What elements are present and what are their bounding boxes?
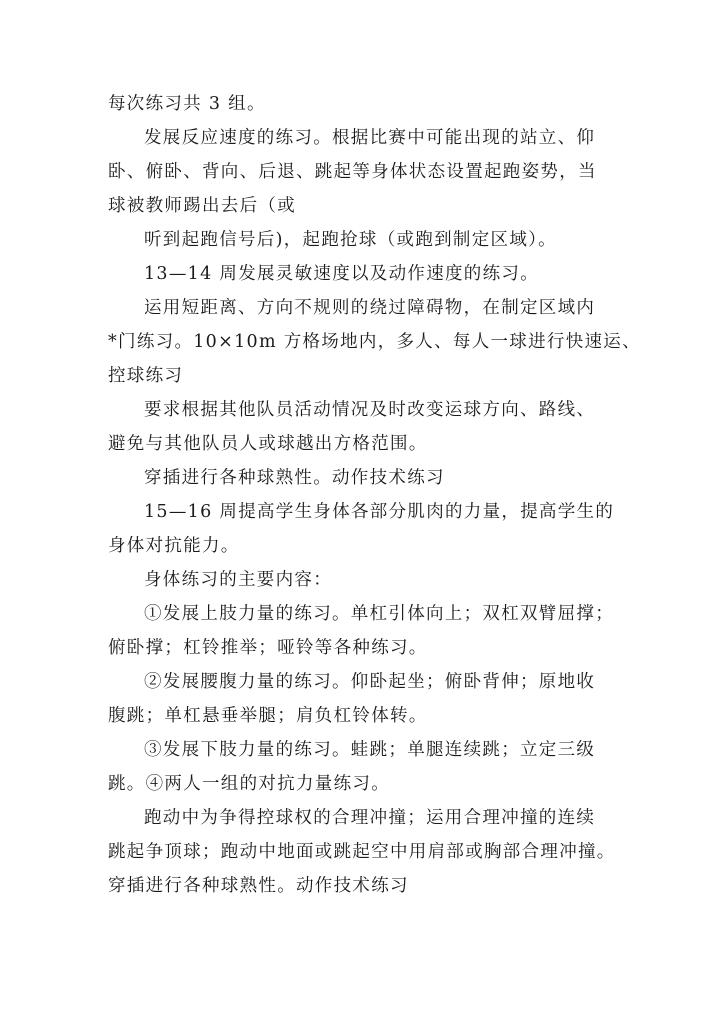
- paragraph-7: [108, 461, 613, 495]
- text-line: *门练习。10×10m 方格场地内，多人、每人一球进行快速运、: [108, 332, 641, 352]
- text-line: 身体对抗能力。: [108, 536, 240, 556]
- paragraph-13: [108, 801, 616, 903]
- text-line: 俯卧撑；杠铃推举；哑铃等各种练习。: [108, 638, 428, 658]
- paragraph-11: [108, 665, 613, 733]
- paragraph-5: [108, 291, 641, 393]
- text-line: 运用短距离、方向不规则的绕过障碍物，在制定区域内: [144, 298, 596, 318]
- paragraph-3: [108, 223, 613, 257]
- text-line: 腹跳；单杠悬垂举腿；肩负杠铃体转。: [108, 706, 428, 726]
- text-line: 13—14 周发展灵敏速度以及动作速度的练习。: [144, 264, 539, 284]
- text-line: 卧、俯卧、背向、后退、跳起等身体状态设置起跑姿势，当: [108, 162, 597, 182]
- paragraph-2: [108, 121, 613, 223]
- text-line: 避免与其他队员人或球越出方格范围。: [108, 434, 428, 454]
- paragraph-9: [108, 563, 613, 597]
- paragraph-1: [108, 87, 613, 121]
- text-line: ②发展腰腹力量的练习。仰卧起坐；俯卧背伸；原地收: [144, 672, 596, 692]
- text-line: ①发展上肢力量的练习。单杠引体向上；双杠双臂屈撑；: [144, 604, 614, 624]
- text-line: 跑动中为争得控球权的合理冲撞；运用合理冲撞的连续: [144, 808, 596, 828]
- paragraph-8: [108, 495, 613, 563]
- text-line: 控球练习: [108, 366, 184, 386]
- text-line: 每次练习共 3 组。: [108, 94, 266, 114]
- text-line: 听到起跑信号后)，起跑抢球（或跑到制定区域）。: [144, 230, 557, 250]
- text-line: 身体练习的主要内容：: [144, 570, 332, 590]
- paragraph-6: [108, 393, 613, 461]
- paragraph-12: [108, 733, 613, 801]
- text-line: 15—16 周提高学生身体各部分肌肉的力量，提高学生的: [144, 502, 615, 522]
- text-line: 跳。④两人一组的对抗力量练习。: [108, 774, 390, 794]
- text-line: 发展反应速度的练习。根据比赛中可能出现的站立、仰: [144, 128, 596, 148]
- text-line: 穿插进行各种球熟性。动作技术练习: [144, 468, 445, 488]
- text-line: 跳起争顶球；跑动中地面或跳起空中用肩部或胸部合理冲撞。: [108, 842, 616, 862]
- text-line: 球被教师踢出去后（或: [108, 196, 296, 216]
- text-line: 要求根据其他队员活动情况及时改变运球方向、路线、: [144, 400, 596, 420]
- text-line: 穿插进行各种球熟性。动作技术练习: [108, 876, 409, 896]
- paragraph-4: [108, 257, 613, 291]
- paragraph-10: [108, 597, 613, 665]
- text-line: ③发展下肢力量的练习。蛙跳；单腿连续跳；立定三级: [144, 740, 596, 760]
